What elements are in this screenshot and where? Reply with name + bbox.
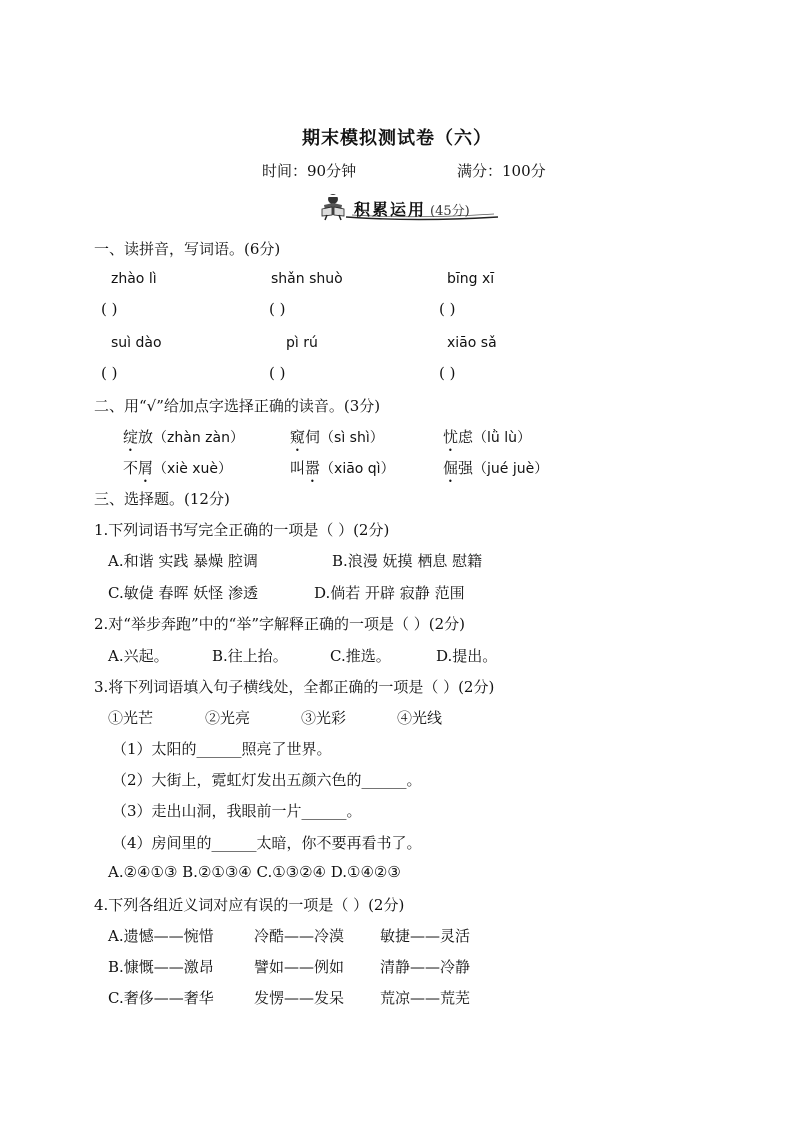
- q3-sentence-4: （4）房间里的______太暗，你不要再看书了。: [112, 834, 422, 852]
- banner-label: 积累运用: [354, 200, 427, 219]
- pinyin-options: （xiāo qì）: [320, 461, 395, 477]
- pinyin-4: suì dào: [111, 335, 162, 351]
- pinyin-3: bīng xī: [447, 271, 495, 287]
- pinyin-2: shǎn shuò: [271, 271, 343, 287]
- q4-a-2: 冷酷——冷漠: [254, 927, 345, 945]
- section2-heading: 二、用“√”给加点字选择正确的读音。(3分): [94, 397, 381, 415]
- question-4: 4.下列各组近义词对应有误的一项是（ ）(2分): [94, 896, 405, 914]
- answer-blank: ( ): [101, 300, 118, 318]
- question-3: 3.将下列词语填入句子横线处，全都正确的一项是（ ）(2分): [94, 678, 495, 696]
- reading-item: [290, 426, 384, 455]
- dotted-char: 嚣: [305, 459, 321, 477]
- q3-sentence-2: （2）大街上，霓虹灯发出五颜六色的______。: [112, 771, 422, 789]
- q2-option-b: B.往上抬。: [212, 647, 288, 665]
- q3-sentence-1: （1）太阳的______照亮了世界。: [112, 740, 332, 758]
- banner-points: (45分): [430, 204, 470, 219]
- dotted-char: 忧: [443, 428, 459, 446]
- reading-item: [443, 457, 548, 486]
- q4-a-1: A.遗憾——惋惜: [108, 927, 214, 945]
- dotted-char: 绽: [123, 428, 139, 446]
- reading-item: [443, 426, 531, 455]
- item-text: 强: [458, 459, 474, 477]
- q1-option-a: A.和谐 实践 暴燥 腔调: [108, 552, 258, 570]
- pinyin-options: （xiè xuè）: [153, 461, 233, 477]
- pinyin-5: pì rú: [286, 335, 318, 351]
- q4-b-3: 清静——冷静: [380, 958, 471, 976]
- section3-heading: 三、选择题。(12分): [94, 490, 230, 508]
- pinyin-6: xiāo sǎ: [447, 335, 497, 351]
- q3-word-4: ④光线: [397, 709, 443, 727]
- page-title: 期末模拟测试卷（六）: [302, 128, 492, 149]
- q4-b-2: 譬如——例如: [254, 958, 345, 976]
- exam-time: 时间：90分钟: [262, 162, 357, 180]
- question-1: 1.下列词语书写完全正确的一项是（ ）(2分): [94, 521, 390, 539]
- q1-option-d: D.倘若 开辟 寂静 范围: [314, 584, 465, 602]
- answer-blank: ( ): [269, 300, 286, 318]
- q2-option-a: A.兴起。: [108, 647, 169, 665]
- answer-blank: ( ): [101, 364, 118, 382]
- item-text: 放: [138, 428, 154, 446]
- reading-item: [123, 457, 232, 486]
- answer-blank: ( ): [269, 364, 286, 382]
- q1-option-c: C.敏偼 春晖 妖怪 渗透: [108, 584, 259, 602]
- q3-options: A.②④①③ B.②①③④ C.①③②④ D.①④②③: [108, 863, 401, 881]
- q3-word-3: ③光彩: [301, 709, 347, 727]
- reading-item: [123, 426, 244, 455]
- question-2: 2.对“举步奔跑”中的“举”字解释正确的一项是（ ）(2分): [94, 615, 466, 633]
- answer-blank: ( ): [439, 300, 456, 318]
- item-text: 叫: [290, 459, 306, 477]
- q2-option-c: C.推选。: [330, 647, 391, 665]
- q4-c-3: 荒凉——荒芜: [380, 989, 471, 1007]
- q4-c-2: 发愣——发呆: [254, 989, 345, 1007]
- q4-c-1: C.奢侈——奢华: [108, 989, 214, 1007]
- item-text: 不: [123, 459, 139, 477]
- exam-score: 满分：100分: [457, 162, 546, 180]
- item-text: 虑: [458, 428, 474, 446]
- section1-heading: 一、读拼音，写词语。(6分): [94, 240, 281, 258]
- dotted-char: 窥: [290, 428, 306, 446]
- q4-b-1: B.慷慨——激昂: [108, 958, 214, 976]
- q2-option-d: D.提出。: [436, 647, 498, 665]
- q1-option-b: B.浪漫 妩摸 栖息 慰籍: [332, 552, 483, 570]
- pinyin-options: （lǜ lù）: [473, 430, 532, 446]
- reading-child-icon: [318, 193, 348, 221]
- reading-item: [290, 457, 395, 486]
- pinyin-options: （jué juè）: [473, 461, 549, 477]
- q3-word-1: ①光芒: [108, 709, 154, 727]
- answer-blank: ( ): [439, 364, 456, 382]
- q4-a-3: 敏捷——灵活: [380, 927, 471, 945]
- pinyin-options: （zhàn zàn）: [153, 430, 244, 446]
- dotted-char: 倔: [443, 459, 459, 477]
- dotted-char: 屑: [138, 459, 154, 477]
- pinyin-options: （sì shì）: [320, 430, 384, 446]
- pinyin-1: zhào lì: [111, 271, 157, 287]
- q3-sentence-3: （3）走出山洞，我眼前一片______。: [112, 802, 362, 820]
- section-banner: [316, 193, 502, 223]
- q3-word-2: ②光亮: [205, 709, 251, 727]
- item-text: 伺: [305, 428, 321, 446]
